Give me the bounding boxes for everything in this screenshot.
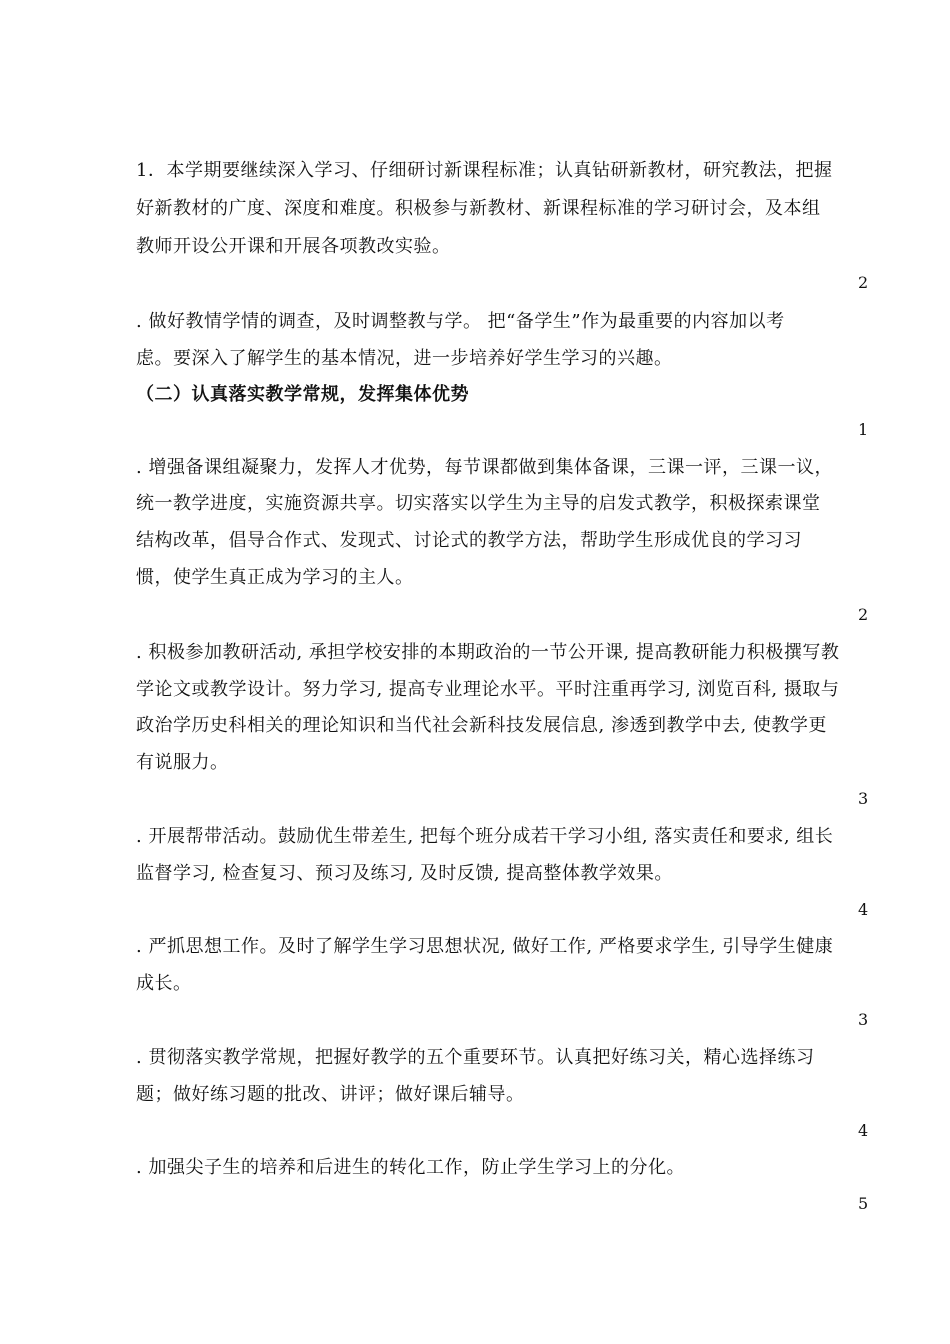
- paragraph-4-line-1: . 积极参加教研活动, 承担学校安排的本期政治的一节公开课, 提高教研能力积极撰写教: [136, 642, 840, 663]
- paragraph-4-line-3: 政治学历史科相关的理论知识和当代社会新科技发展信息, 渗透到教学中去, 使教学更: [136, 715, 827, 736]
- paragraph-2-line-2: 虑。要深入了解学生的基本情况，进一步培养好学生学习的兴趣。: [136, 348, 673, 369]
- paragraph-3-line-4: 惯，使学生真正成为学习的主人。: [136, 567, 414, 588]
- paragraph-7-line-2: 题；做好练习题的批改、讲评；做好课后辅导。: [136, 1084, 525, 1105]
- paragraph-3-line-2: 统一教学进度，实施资源共享。切实落实以学生为主导的启发式教学，积极探索课堂: [136, 493, 821, 514]
- paragraph-1-line-2: 好新教材的广度、深度和难度。积极参与新教材、新课程标准的学习研讨会，及本组: [136, 198, 821, 219]
- paragraph-6-line-2: 成长。: [136, 973, 192, 994]
- paragraph-5-line-2: 监督学习, 检查复习、预习及练习, 及时反馈, 提高整体教学效果。: [136, 863, 673, 884]
- paragraph-3-line-3: 结构改革，倡导合作式、发现式、讨论式的教学方法，帮助学生形成优良的学习习: [136, 530, 802, 551]
- paragraph-8-line-1: . 加强尖子生的培养和后进生的转化工作，防止学生学习上的分化。: [136, 1157, 685, 1178]
- item-number: 2: [858, 605, 869, 624]
- item-number: 2: [858, 273, 869, 292]
- section-heading: （二）认真落实教学常规，发挥集体优势: [136, 384, 469, 405]
- item-number: 3: [858, 789, 869, 808]
- item-number: 5: [858, 1194, 869, 1213]
- item-number: 4: [858, 1121, 869, 1140]
- paragraph-1-line-3: 教师开设公开课和开展各项教改实验。: [136, 236, 451, 257]
- item-number: 4: [858, 900, 869, 919]
- item-number: 3: [858, 1010, 869, 1029]
- paragraph-6-line-1: . 严抓思想工作。及时了解学生学习思想状况, 做好工作, 严格要求学生, 引导学生健康: [136, 936, 834, 957]
- paragraph-3-line-1: . 增强备课组凝聚力，发挥人才优势，每节课都做到集体备课，三课一评，三课一议，: [136, 457, 833, 478]
- item-number: 1: [858, 420, 869, 439]
- paragraph-7-line-1: . 贯彻落实教学常规，把握好教学的五个重要环节。认真把好练习关，精心选择练习: [136, 1047, 815, 1068]
- paragraph-2-line-1: . 做好教情学情的调查，及时调整教与学。 把“备学生”作为最重要的内容加以考: [136, 311, 785, 332]
- paragraph-4-line-2: 学论文或教学设计。努力学习, 提高专业理论水平。平时注重再学习, 浏览百科, 摄取与: [136, 679, 840, 700]
- paragraph-4-line-4: 有说服力。: [136, 752, 229, 773]
- paragraph-1-line-1: 1．本学期要继续深入学习、仔细研讨新课程标准；认真钻研新教材，研究教法，把握: [136, 160, 833, 181]
- paragraph-5-line-1: . 开展帮带活动。鼓励优生带差生, 把每个班分成若干学习小组, 落实责任和要求, 组长: [136, 826, 834, 847]
